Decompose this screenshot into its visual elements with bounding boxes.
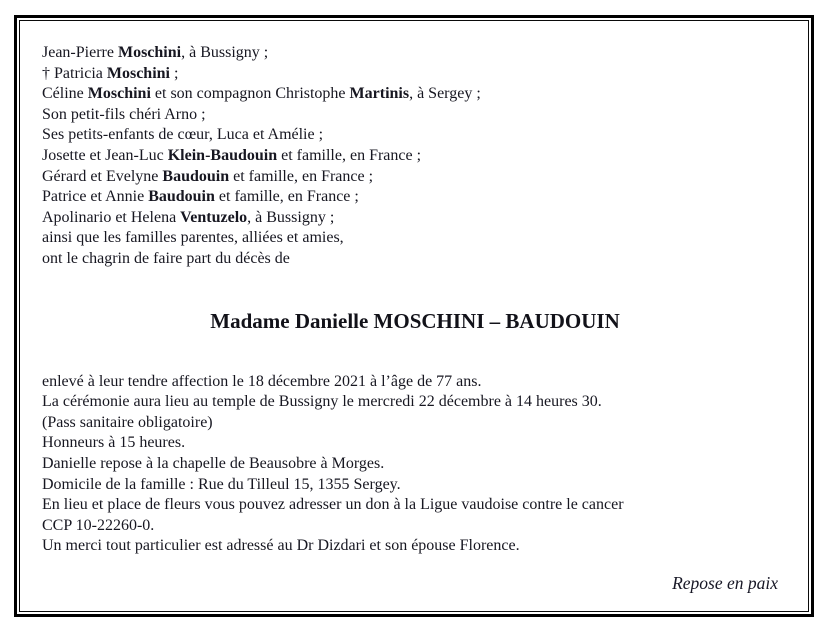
family-line: Gérard et Evelyne Baudouin et famille, en France ;	[42, 167, 374, 185]
detail-line: Danielle repose à la chapelle de Beausobre à Morges.	[42, 454, 385, 472]
family-line: Patrice et Annie Baudouin et famille, en France ;	[42, 188, 359, 206]
detail-line: CCP 10-22260-0.	[42, 516, 155, 534]
detail-line: (Pass sanitaire obligatoire)	[42, 413, 213, 431]
inner-border-frame	[19, 20, 809, 612]
detail-line: Un merci tout particulier est adressé au Dr Dizdari et son épouse Florence.	[42, 537, 520, 555]
detail-line: Honneurs à 15 heures.	[42, 434, 186, 452]
family-announcement-block	[42, 43, 788, 270]
detail-line: La cérémonie aura lieu au temple de Bussigny le mercredi 22 décembre à 14 heures 30.	[42, 393, 602, 411]
ceremony-details-block	[42, 372, 788, 557]
family-line: Jean-Pierre Moschini, à Bussigny ;	[42, 44, 269, 61]
detail-line: enlevé à leur tendre affection le 18 décembre 2021 à l’âge de 77 ans.	[42, 372, 482, 390]
family-line: Ses petits-enfants de cœur, Luca et Amélie ;	[42, 126, 324, 144]
family-line: Apolinario et Helena Ventuzelo, à Bussigny ;	[42, 208, 335, 226]
closing-phrase: Repose en paix	[672, 572, 778, 593]
family-line: Son petit-fils chéri Arno ;	[42, 105, 206, 123]
outer-border-frame	[14, 15, 814, 617]
family-line: ainsi que les familles parentes, alliées et amies,	[42, 229, 344, 247]
family-line: Céline Moschini et son compagnon Christophe Martinis, à Sergey ;	[42, 85, 481, 103]
deceased-name-title: Madame Danielle MOSCHINI – BAUDOUIN	[210, 308, 620, 333]
family-line: † Patricia Moschini ;	[42, 64, 179, 82]
detail-line: En lieu et place de fleurs vous pouvez adresser un don à la Ligue vaudoise contre le cancer	[42, 496, 624, 514]
detail-line: Domicile de la famille : Rue du Tilleul 15, 1355 Sergey.	[42, 475, 401, 493]
family-line: ont le chagrin de faire part du décès de	[42, 249, 290, 267]
family-line: Josette et Jean-Luc Klein-Baudouin et famille, en France ;	[42, 146, 422, 164]
